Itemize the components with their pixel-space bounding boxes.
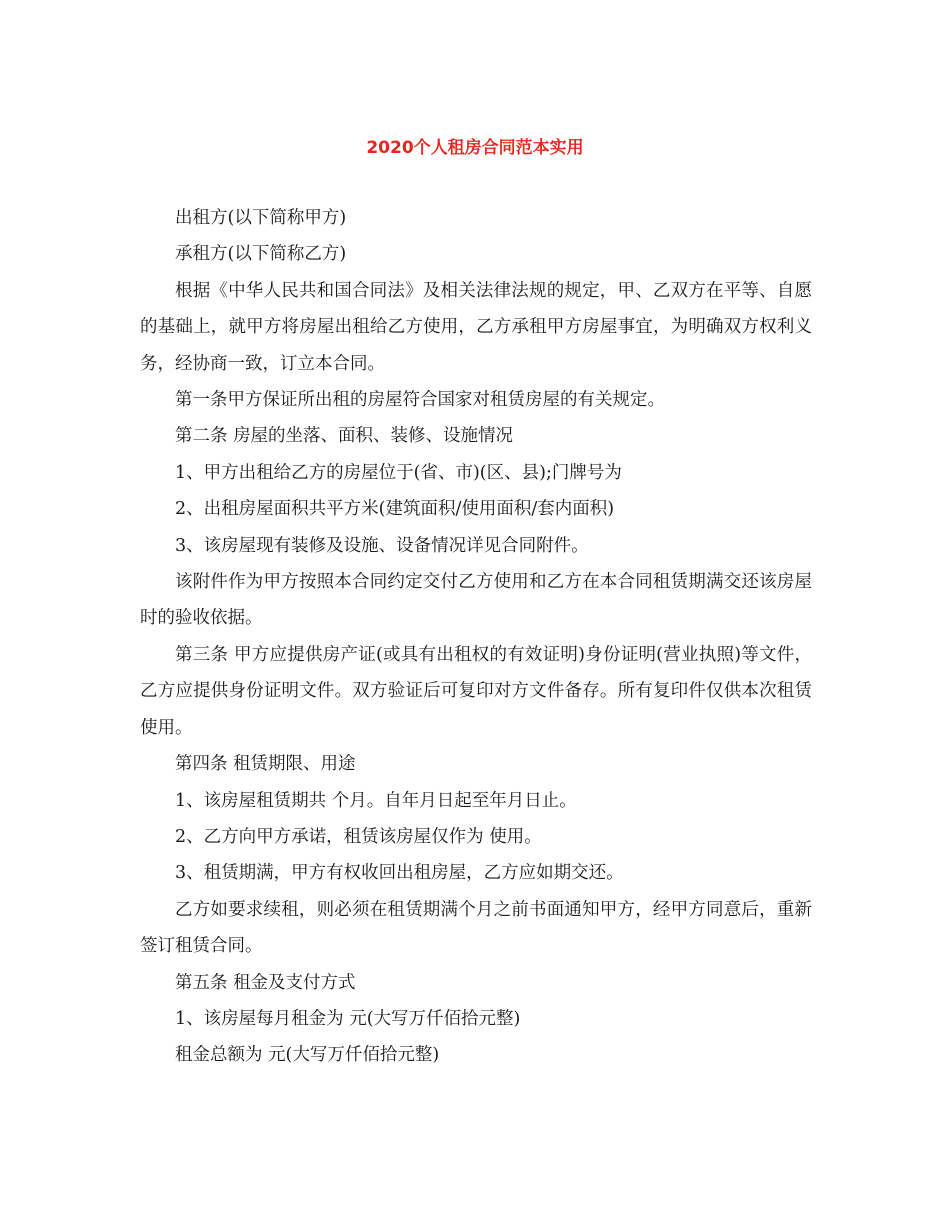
paragraph-article-4-item-2: 2、乙方向甲方承诺，租赁该房屋仅作为 使用。 — [175, 826, 542, 847]
paragraph-lessor: 出租方(以下简称甲方) — [175, 208, 347, 228]
paragraph-article-5-heading: 第五条 租金及支付方式 — [175, 972, 356, 993]
paragraph-article-2-item-2: 2、出租房屋面积共平方米(建筑面积/使用面积/套内面积) — [175, 499, 615, 520]
paragraph-preamble: 根据《中华人民共和国合同法》及相关法律法规的规定，甲、乙双方在平等、自愿的基础上，就甲方将房屋出租给乙方使用，乙方承租甲方房屋事宜，为明确双方权利义务，经协商一致，订立本合同。 — [140, 280, 812, 374]
paragraph-article-4-heading: 第四条 租赁期限、用途 — [175, 754, 356, 775]
document-title: 2020个人租房合同范本实用 — [366, 138, 584, 158]
paragraph-article-2-item-3: 3、该房屋现有装修及设施、设备情况详见合同附件。 — [175, 535, 589, 556]
paragraph-article-1: 第一条甲方保证所出租的房屋符合国家对租赁房屋的有关规定。 — [175, 390, 665, 411]
paragraph-attachment-note: 该附件作为甲方按照本合同约定交付乙方使用和乙方在本合同租赁期满交还该房屋时的验收依据。 — [140, 572, 812, 629]
paragraph-renewal-note: 乙方如要求续租，则必须在租赁期满个月之前书面通知甲方，经甲方同意后，重新签订租赁合同。 — [140, 899, 812, 957]
paragraph-article-4-item-3: 3、租赁期满，甲方有权收回出租房屋，乙方应如期交还。 — [175, 863, 624, 884]
paragraph-article-2-heading: 第二条 房屋的坐落、面积、装修、设施情况 — [175, 426, 514, 447]
paragraph-lessee: 承租方(以下简称乙方) — [175, 244, 347, 265]
paragraph-article-3: 第三条 甲方应提供房产证(或具有出租权的有效证明)身份证明(营业执照)等文件，乙方应提供身份证明文件。双方验证后可复印对方文件备存。所有复印件仅供本次租赁使用。 — [140, 644, 812, 738]
paragraph-article-2-item-1: 1、甲方出租给乙方的房屋位于(省、市)(区、县);门牌号为 — [175, 462, 622, 483]
paragraph-article-5-item-1: 1、该房屋每月租金为 元(大写万仟佰拾元整) — [175, 1008, 521, 1029]
document-body — [140, 200, 812, 1074]
paragraph-rent-total: 租金总额为 元(大写万仟佰拾元整) — [175, 1045, 440, 1066]
paragraph-article-4-item-1: 1、该房屋租赁期共 个月。自年月日起至年月日止。 — [175, 790, 577, 811]
